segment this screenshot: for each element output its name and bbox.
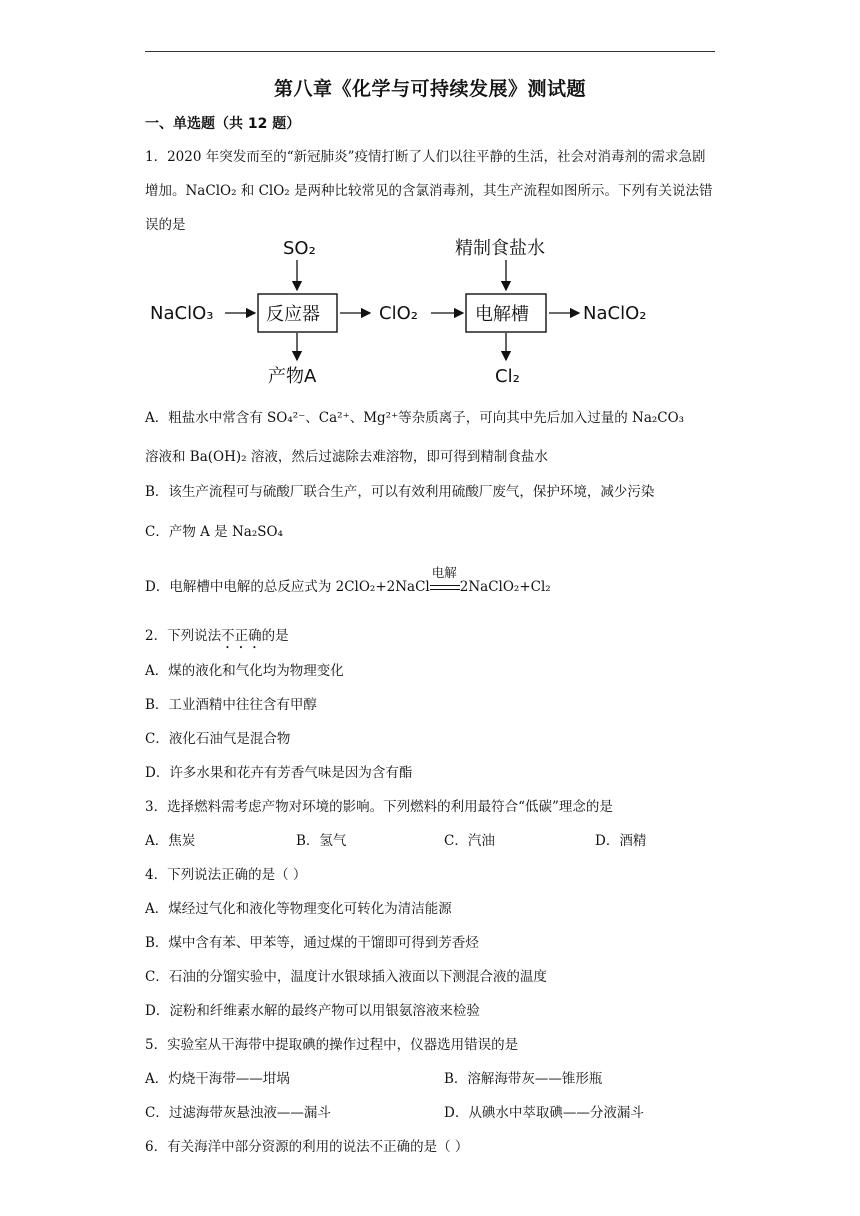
page-title: 第八章《化学与可持续发展》测试题 xyxy=(273,78,586,100)
q1-option-c: C．产物 A 是 Na₂SO₄ xyxy=(145,524,283,540)
q3-option-b: B．氢气 xyxy=(296,833,347,849)
output-naclo2: NaClO₂ xyxy=(583,303,647,324)
q4-option-d: D．淀粉和纤维素水解的最终产物可以用银氨溶液来检验 xyxy=(145,1003,480,1019)
q2-option-a: A．煤的液化和气化均为物理变化 xyxy=(145,663,344,679)
reactor-input-so2: SO₂ xyxy=(283,238,316,259)
question-1-stem: 1．2020 年突发而至的“新冠肺炎”疫情打断了人们以往平静的生活，社会对消毒剂的需求急剧增加。NaClO₂ 和 ClO₂ 是两种比较常见的含氯消毒剂，其生产流程如图所示。下列有关说法错误的是 xyxy=(145,149,713,233)
q1-option-a-line2: 溶液和 Ba(OH)₂ 溶液，然后过滤除去难溶物，即可得到精制食盐水 xyxy=(145,449,548,465)
question-4-stem: 4．下列说法正确的是（ ） xyxy=(145,867,307,883)
question-2-stem: 2．下列说法不正确的是 xyxy=(145,628,289,644)
q3-option-a: A．焦炭 xyxy=(145,833,196,849)
electrolysis-condition: 电解 xyxy=(431,565,457,580)
q3-option-d: D．酒精 xyxy=(595,833,647,849)
clo2-label: ClO₂ xyxy=(379,303,418,324)
q5-option-d: D．从碘水中萃取碘——分液漏斗 xyxy=(444,1105,644,1121)
q4-option-a: A．煤经过气化和液化等物理变化可转化为清洁能源 xyxy=(145,901,452,917)
question-6-stem: 6．有关海洋中部分资源的利用的说法不正确的是（ ） xyxy=(145,1139,469,1155)
q2-option-c: C．液化石油气是混合物 xyxy=(145,731,291,747)
q5-option-b: B．溶解海带灰——锥形瓶 xyxy=(444,1071,603,1087)
q4-option-c: C．石油的分馏实验中，温度计水银球插入液面以下测混合液的温度 xyxy=(145,969,547,985)
question-5-stem: 5．实验室从干海带中提取碘的操作过程中，仪器选用错误的是 xyxy=(145,1037,519,1053)
cl2-label: Cl₂ xyxy=(495,366,520,387)
q1-option-d xyxy=(145,565,551,595)
q1-option-d-suffix: 2NaClO₂+Cl₂ xyxy=(459,579,551,595)
q4-option-b: B．煤中含有苯、甲苯等，通过煤的干馏即可得到芳香烃 xyxy=(145,935,479,951)
q1-option-a-line1: A．粗盐水中常含有 SO₄²⁻、Ca²⁺、Mg²⁺等杂质离子，可向其中先后加入过量的 Na₂CO₃ xyxy=(145,410,685,426)
product-a-label: 产物A xyxy=(268,366,317,387)
reactor-label: 反应器 xyxy=(266,304,320,325)
q2-option-b: B．工业酒精中往往含有甲醇 xyxy=(145,697,317,713)
flow-diagram xyxy=(145,232,665,392)
q2-option-d: D．许多水果和花卉有芳香气味是因为含有酯 xyxy=(145,765,413,781)
q5-option-c: C．过滤海带灰悬浊液——漏斗 xyxy=(145,1105,331,1121)
header-rule xyxy=(145,51,715,52)
equation-arrow xyxy=(430,565,460,595)
input-naclo3: NaClO₃ xyxy=(150,303,214,324)
question-3-stem: 3．选择燃料需考虑产物对环境的影响。下列燃料的利用最符合“低碳”理念的是 xyxy=(145,799,613,815)
emphasis-not-correct: 不正确 xyxy=(221,628,262,644)
section-heading: 一、单选题（共 12 题） xyxy=(145,116,301,132)
q5-option-a: A．灼烧干海带——坩埚 xyxy=(145,1071,290,1087)
q3-option-c: C．汽油 xyxy=(444,833,495,849)
q1-option-b: B．该生产流程可与硫酸厂联合生产，可以有效利用硫酸厂废气，保护环境，减少污染 xyxy=(145,484,655,500)
electrolysis-cell-label: 电解槽 xyxy=(475,304,529,325)
q1-option-d-prefix: D．电解槽中电解的总反应式为 2ClO₂+2NaCl xyxy=(145,579,430,595)
brine-label: 精制食盐水 xyxy=(455,238,545,259)
